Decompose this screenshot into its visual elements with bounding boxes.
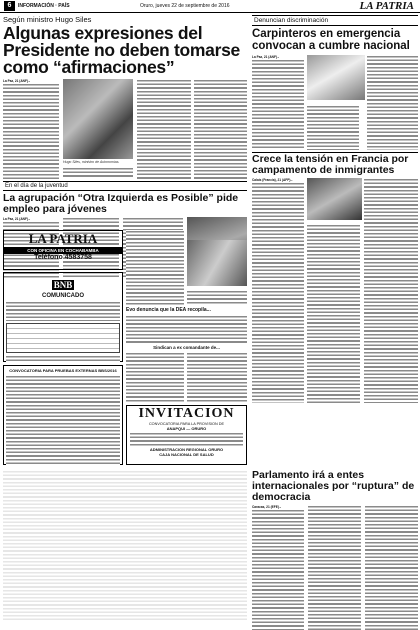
text-column	[194, 79, 247, 179]
youth-headline: La agrupación “Otra Izquierda es Posible” pide empleo para jóvenes	[3, 192, 239, 215]
lead-kicker: Según ministro Hugo Siles	[3, 15, 92, 24]
migrants-photo	[307, 178, 362, 220]
text-column	[307, 224, 360, 403]
page-number: 6	[4, 1, 15, 11]
text-column	[365, 505, 418, 630]
text-column	[6, 375, 120, 465]
bnb-notice	[3, 272, 123, 362]
bnb-title: COMUNICADO	[42, 293, 84, 299]
right-column	[252, 15, 418, 403]
text-column	[308, 505, 361, 630]
text-column	[187, 352, 247, 402]
photo-caption: Hugo Siles, ministro de Autonomías.	[63, 160, 120, 164]
text-column	[367, 55, 418, 150]
convocatoria-box	[3, 365, 123, 465]
france-dateline: Calais (Francia), 21 (AFP).-	[252, 178, 293, 182]
la-patria-ad	[3, 230, 123, 270]
alberto-photo	[187, 240, 247, 286]
ad-subtitle: CON OFICINA EN COCHABAMBA	[4, 247, 122, 254]
minister-photo	[63, 79, 133, 164]
carpenters-photo	[307, 55, 365, 100]
text-column	[130, 432, 243, 446]
carpenters-dateline: La Paz, 21 (ANF).-	[252, 55, 279, 59]
text-column	[252, 59, 304, 150]
parliament-story	[252, 470, 418, 630]
text-column	[63, 167, 133, 179]
convocatoria-title: CONVOCATORIA PARA PRUEBAS EXTERNAS BBS/2016	[9, 368, 117, 373]
discrimination-bar: Denuncian discriminación	[252, 15, 418, 26]
text-column	[126, 315, 247, 343]
text-column	[6, 355, 120, 363]
invitation-line1: CONVOCATORIA PARA LA PROVISION DE	[148, 422, 225, 426]
text-column	[187, 290, 247, 305]
bnb-logo: BNB	[53, 280, 73, 290]
invitation-line2: ANAPQUI — ORURO	[166, 426, 207, 431]
invitation-box	[126, 405, 247, 465]
text-column	[252, 182, 304, 403]
text-column	[3, 83, 59, 179]
lead-story-body	[3, 79, 247, 179]
ad-brand: LA PATRIA	[28, 231, 98, 246]
ex-commander-headline: Sindican a ex comandante de...	[153, 345, 220, 350]
lead-dateline: La Paz, 21 (ANF).-	[3, 79, 30, 83]
text-column	[307, 105, 359, 150]
newspaper-logo: LA PATRIA	[359, 0, 414, 12]
lead-headline: Algunas expresiones del Presidente no deben tomarse como “afirmaciones”	[3, 23, 240, 77]
parliament-dateline: Caracas, 21 (EFE).-	[252, 505, 281, 509]
text-column	[137, 79, 191, 179]
bottom-left-filler	[3, 470, 247, 620]
section-label: INFORMACIÓN · PAÍS	[18, 3, 70, 9]
dea-headline: Evo denuncia que la DEA recopila...	[126, 307, 211, 313]
parliament-headline: Parlamento irá a entes internacionales por “ruptura” de democracia	[252, 469, 415, 503]
carpenters-headline: Carpinteros en emergencia convocan a cumbre nacional	[252, 28, 410, 52]
youth-dateline: La Paz, 21 (ANF).-	[3, 217, 30, 221]
section-bar: En el día de la juventud	[3, 181, 247, 191]
invitation-line3: ADMINISTRACION REGIONAL ORURO	[149, 447, 224, 452]
text-column	[126, 352, 184, 402]
text-column	[252, 509, 304, 630]
text-column	[126, 230, 184, 305]
issue-date: Oruro, jueves 22 de septiembre de 2016	[140, 3, 230, 9]
invitation-line4: CAJA NACIONAL DE SALUD	[159, 452, 214, 457]
text-column	[364, 178, 418, 403]
text-column	[6, 301, 120, 321]
page-header	[0, 0, 420, 13]
bnb-table	[6, 323, 120, 353]
ad-phone: Teléfono 4583758	[34, 254, 92, 261]
france-headline: Crece la tensión en Francia por campamento de inmigrantes	[252, 153, 409, 176]
invitation-title: INVITACION	[138, 406, 235, 421]
